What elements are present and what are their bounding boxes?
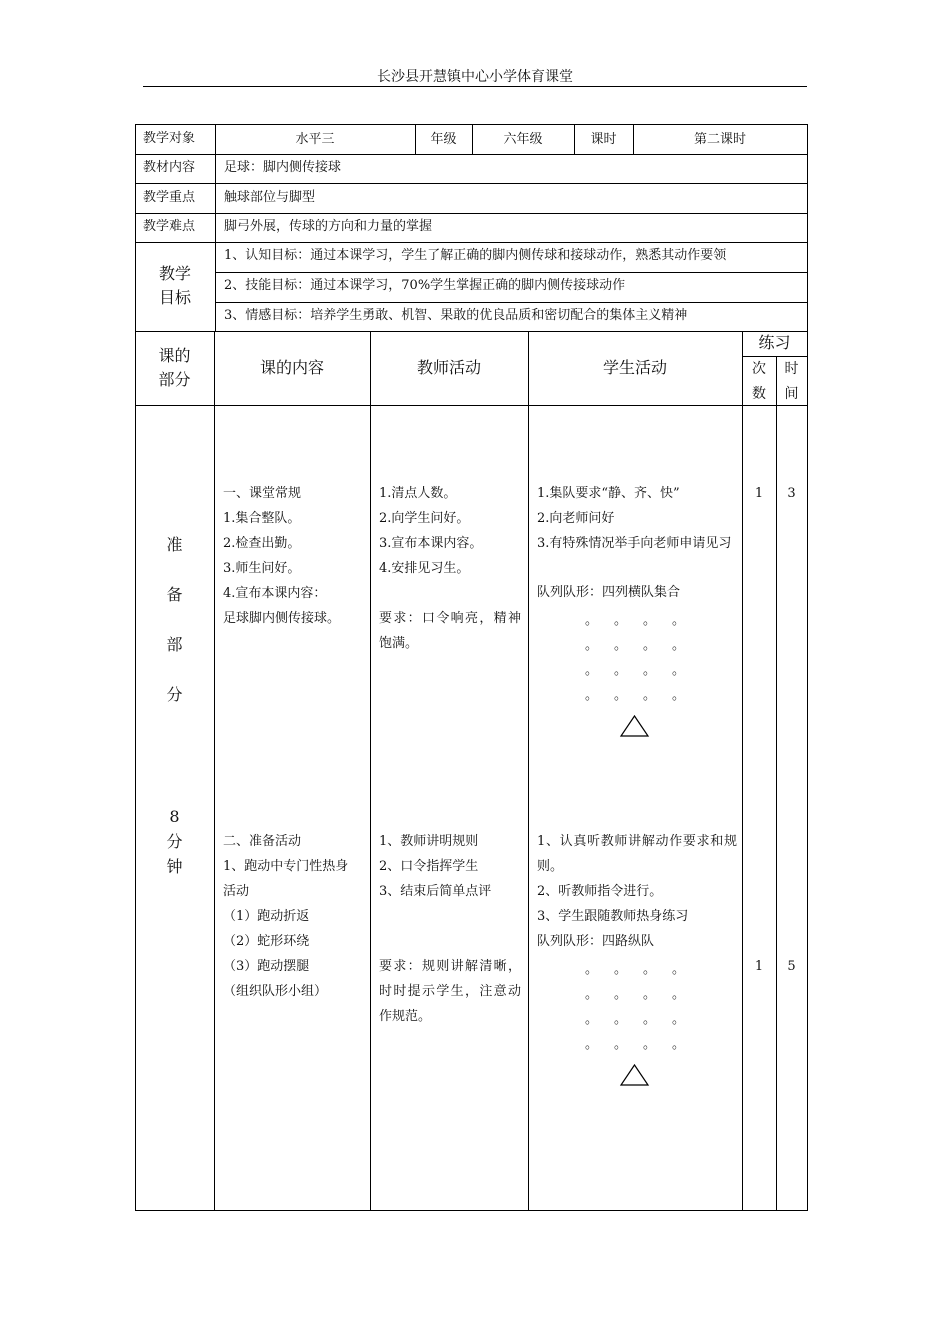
header-times-line1: 次: [752, 361, 766, 377]
section-minutes: 8: [169, 807, 180, 826]
header-duration-line1: 时: [784, 361, 799, 377]
goal-item-affective: 3、情感目标：培养学生勇敢、机智、果敢的优良品质和密切配合的集体主义精神: [224, 308, 688, 323]
section-name-char: 备: [166, 585, 183, 604]
teacher-line: 1、教师讲明规则: [379, 834, 479, 849]
formation-dot: 。: [643, 1012, 657, 1027]
goals-label-line1: 教学: [158, 264, 191, 283]
teacher-line: 3、结束后简单点评: [379, 884, 492, 899]
period-label: 课时: [590, 132, 617, 147]
dot-row: [585, 658, 705, 683]
teacher-line: 2.向学生问好。: [379, 511, 470, 526]
content-line: 2.检查出勤。: [223, 536, 301, 551]
teacher-line: 3.宣布本课内容。: [379, 536, 483, 551]
formation-dot: 。: [614, 688, 628, 703]
section-name-char: 分: [166, 685, 183, 704]
teacher-line: 2、口令指挥学生: [379, 859, 479, 874]
block2-duration: 5: [787, 959, 796, 974]
content-line: 4.宣布本课内容：: [223, 586, 327, 601]
teacher-line: 1.清点人数。: [379, 486, 457, 501]
dot-row: [585, 683, 705, 708]
content-line: 一、课堂常规: [223, 486, 302, 501]
difficulty-value: 脚弓外展，传球的方向和力量的掌握: [224, 219, 433, 234]
section-name-char: 准: [166, 535, 183, 554]
content-line: 1.集合整队。: [223, 511, 301, 526]
header-times-line2: 数: [752, 386, 766, 402]
formation-dot: 。: [672, 638, 686, 653]
key-point-label: 教学重点: [143, 190, 196, 205]
header-teacher: 教师活动: [416, 358, 481, 377]
content-label: 教材内容: [143, 160, 196, 175]
header-duration-line2: 间: [784, 386, 799, 402]
formation-dot: 。: [614, 638, 628, 653]
block1-content: [223, 481, 368, 631]
student-line: 2、听教师指令进行。: [537, 884, 663, 899]
block1-duration: 3: [787, 486, 796, 501]
formation-dot: 。: [585, 638, 599, 653]
block1-teacher: [379, 481, 521, 581]
formation-dot: 。: [585, 663, 599, 678]
formation-dot: 。: [643, 962, 657, 977]
formation-dot: 。: [643, 987, 657, 1002]
grade-label: 年级: [430, 132, 457, 147]
block1-formation-dots: [585, 608, 705, 708]
header-content: 课的内容: [259, 358, 324, 377]
target-label: 教学对象: [143, 131, 196, 146]
header-student: 学生活动: [602, 358, 667, 377]
block1-teacher-requirement: 要求：口令响亮，精神饱满。: [379, 611, 521, 651]
content-line: （2）蛇形环绕: [223, 934, 310, 949]
student-line: 1.集队要求“静、齐、快”: [537, 486, 680, 501]
formation-dot: 。: [614, 613, 628, 628]
difficulty-label: 教学难点: [143, 219, 196, 234]
teacher-position-triangle-icon: [619, 1063, 650, 1087]
formation-dot: 。: [643, 613, 657, 628]
block2-times: 1: [754, 959, 764, 974]
formation-dot: 。: [672, 613, 686, 628]
content-line: 二、准备活动: [223, 834, 302, 849]
content-line: （组织队形小组）: [223, 984, 328, 999]
block1-student: [537, 481, 737, 531]
formation-dot: 。: [585, 1037, 599, 1052]
formation-dot: 。: [614, 663, 628, 678]
formation-dot: 。: [672, 962, 686, 977]
dot-row: [585, 957, 705, 982]
header-practice: 练习: [758, 333, 791, 352]
block2-teacher: [379, 829, 521, 904]
formation-dot: 。: [672, 663, 686, 678]
target-value: 水平三: [295, 132, 335, 147]
formation-dot: 。: [585, 962, 599, 977]
goal-item-cognitive: 1、认知目标：通过本课学习，学生了解正确的脚内侧传球和接球动作，熟悉其动作要领: [224, 248, 727, 263]
formation-dot: 。: [672, 1012, 686, 1027]
dot-row: [585, 982, 705, 1007]
period-value: 第二课时: [693, 132, 746, 147]
formation-dot: 。: [614, 987, 628, 1002]
content-value: 足球：脚内侧传接球: [224, 160, 342, 175]
page-header-title: 长沙县开慧镇中心小学体育课堂: [377, 69, 573, 85]
section-unit-line2: 钟: [166, 857, 183, 876]
grade-value: 六年级: [503, 132, 543, 147]
formation-dot: 。: [585, 688, 599, 703]
formation-dot: 。: [672, 688, 686, 703]
block1-times: 1: [754, 486, 764, 501]
teacher-position-triangle-icon: [619, 714, 650, 738]
block2-student: [537, 879, 737, 929]
goal-item-skill: 2、技能目标：通过本课学习，70%学生掌握正确的脚内侧传接球动作: [224, 278, 626, 293]
block2-teacher-requirement: 要求：规则讲解清晰，时时提示学生，注意动作规范。: [379, 959, 521, 1024]
header-divider: [143, 86, 807, 87]
formation-dot: 。: [585, 1012, 599, 1027]
header-part-line2: 部分: [158, 370, 191, 389]
block2-formation-dots: [585, 957, 705, 1057]
content-line: 活动: [223, 884, 250, 899]
key-point-value: 触球部位与脚型: [224, 190, 316, 205]
formation-dot: 。: [585, 613, 599, 628]
formation-dot: 。: [643, 638, 657, 653]
dot-row: [585, 1007, 705, 1032]
formation-dot: 。: [643, 663, 657, 678]
formation-dot: 。: [643, 688, 657, 703]
block1-formation: 队列队形：四列横队集合: [537, 585, 681, 600]
content-line: （3）跑动摆腿: [223, 959, 310, 974]
formation-dot: 。: [643, 1037, 657, 1052]
goals-label-line2: 目标: [158, 288, 191, 307]
teacher-line: 4.安排见习生。: [379, 561, 470, 576]
formation-dot: 。: [672, 1037, 686, 1052]
content-line: 3.师生问好。: [223, 561, 301, 576]
block1-student-wrap: 3.有特殊情况举手向老师申请见习: [537, 536, 732, 551]
dot-row: [585, 608, 705, 633]
student-line: 3、学生跟随教师热身练习: [537, 909, 689, 924]
block2-student-wrap: 1、认真听教师讲解动作要求和规则。: [537, 834, 737, 874]
block2-formation: 队列队形：四路纵队: [537, 934, 655, 949]
content-line: （1）跑动折返: [223, 909, 310, 924]
formation-dot: 。: [614, 1037, 628, 1052]
content-line: 1、跑动中专门性热身: [223, 859, 349, 874]
formation-dot: 。: [614, 1012, 628, 1027]
dot-row: [585, 633, 705, 658]
section-name-char: 部: [166, 635, 183, 654]
block2-content: [223, 829, 368, 1004]
formation-dot: 。: [585, 987, 599, 1002]
formation-dot: 。: [614, 962, 628, 977]
student-line: 2.向老师问好: [537, 511, 615, 526]
dot-row: [585, 1032, 705, 1057]
section-unit-line1: 分: [166, 832, 183, 851]
content-line: 足球脚内侧传接球。: [223, 611, 341, 626]
header-part-line1: 课的: [158, 346, 191, 365]
formation-dot: 。: [672, 987, 686, 1002]
